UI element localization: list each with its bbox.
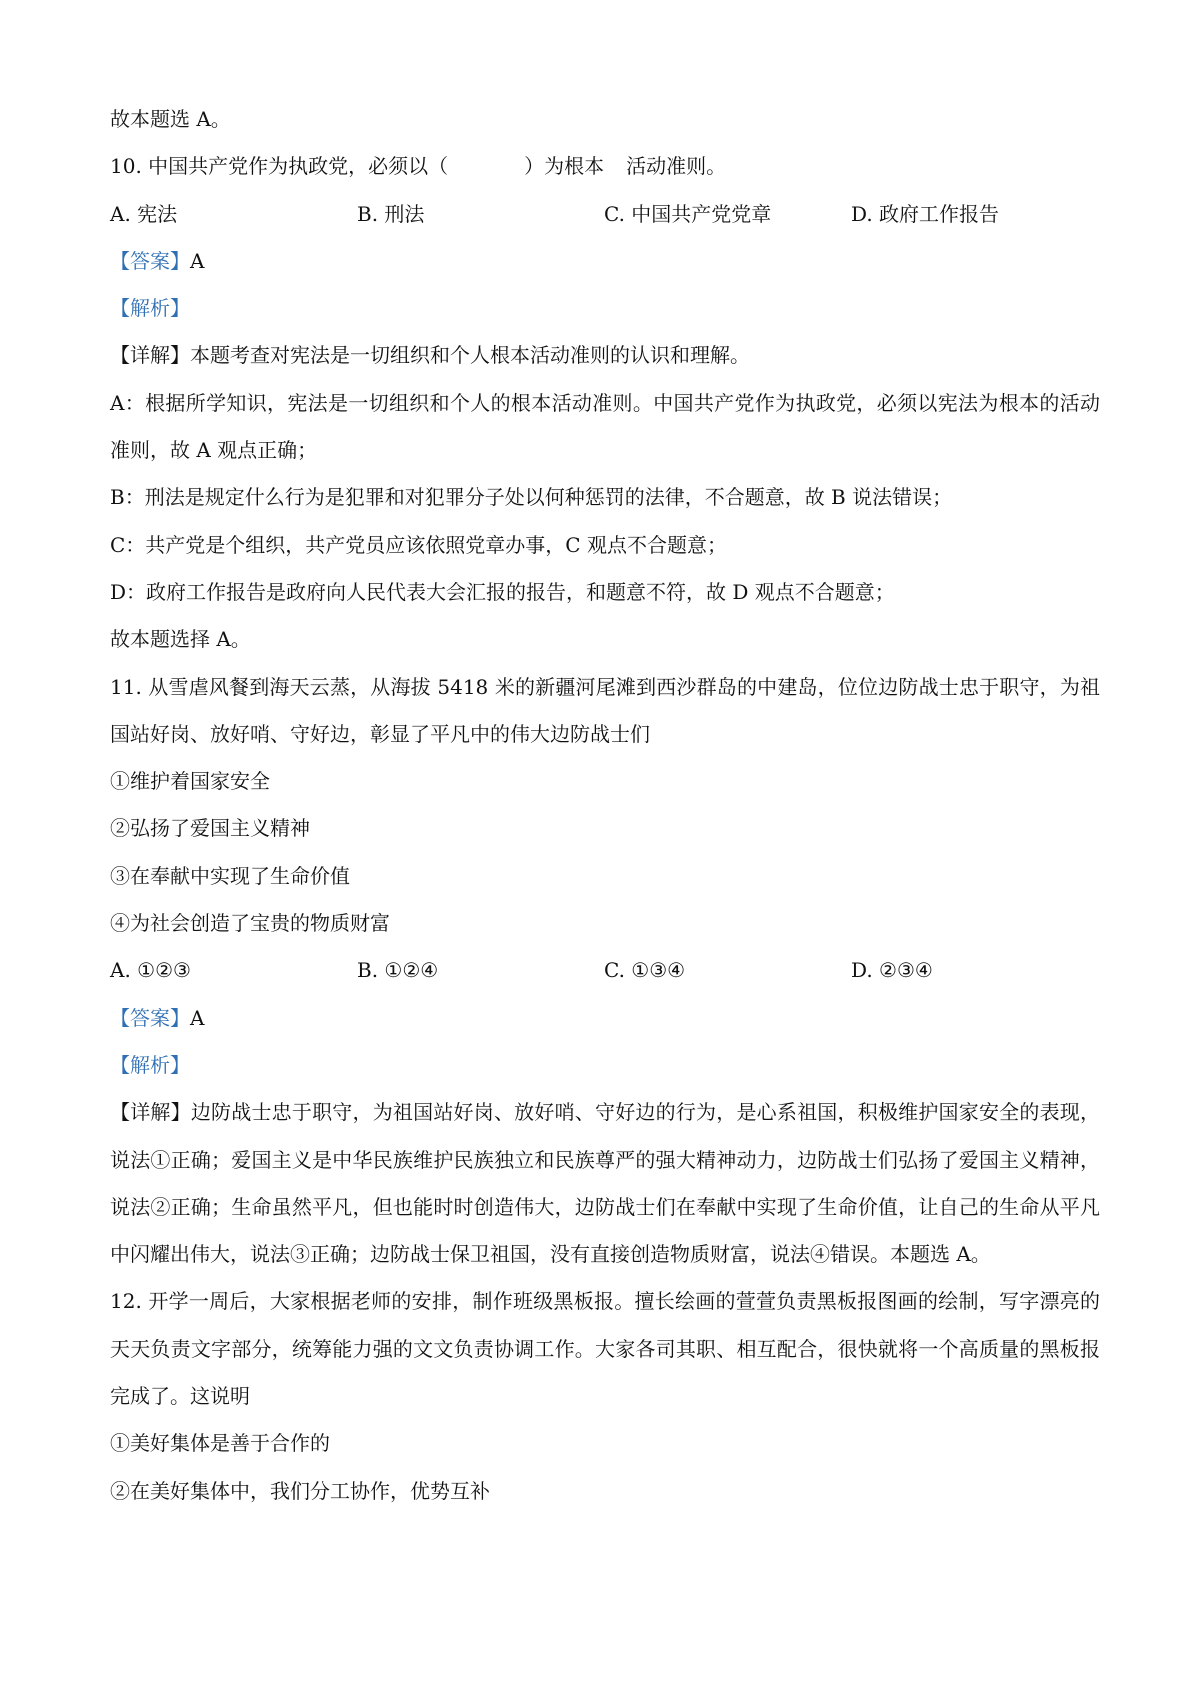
q11-statement-1: ①维护着国家安全 bbox=[110, 769, 270, 794]
page-content bbox=[110, 96, 1100, 1515]
q11-answer-value: A bbox=[190, 1005, 205, 1030]
q11-option-a: A. ①②③ bbox=[110, 958, 191, 983]
q10-stem-after: ）为根本 bbox=[524, 154, 605, 179]
q10-answer bbox=[110, 238, 1100, 285]
q11-statement-2: ②弘扬了爱国主义精神 bbox=[110, 816, 310, 841]
q11-options bbox=[110, 947, 1100, 994]
q10-stem-tail: 活动准则。 bbox=[626, 154, 727, 179]
q10-explanation-b: B：刑法是规定什么行为是犯罪和对犯罪分子处以何种惩罚的法律，不合题意，故 B 说法错误； bbox=[110, 485, 953, 510]
q10-option-a: A. 宪法 bbox=[110, 201, 178, 226]
q11-option-c: C. ①③④ bbox=[604, 958, 686, 983]
q10-explanation-d: D：政府工作报告是政府向人民代表大会汇报的报告，和题意不符，故 D 观点不合题意； bbox=[110, 579, 895, 604]
q11-detail bbox=[110, 1089, 1100, 1278]
q10-detail bbox=[110, 332, 1100, 379]
q11-detail-tag: 【详解】 bbox=[110, 1100, 191, 1125]
q11-detail-text: 边防战士忠于职守，为祖国站好岗、放好哨、守好边的行为，是心系祖国，积极维护国家安全的表现，说法①正确；爱国主义是中华民族维护民族独立和民族尊严的强大精神动力，边防战士们弘扬了爱国主义精神，说法②正确；生命虽然平凡，但也能时时创造伟大，边防战士们在奉献中实现了生命价值，让自己的生命从平凡中闪耀出伟大，说法③正确；边防战士保卫祖国，没有直接创造物质财富，说法④错误。本题选 A。 bbox=[110, 1100, 1101, 1267]
q12-statement-1: ①美好集体是善于合作的 bbox=[110, 1431, 330, 1456]
q10-detail-intro: 本题考查对宪法是一切组织和个人根本活动准则的认识和理解。 bbox=[190, 343, 750, 368]
q10-option-d: D. 政府工作报告 bbox=[851, 201, 1000, 226]
q10-answer-tag: 【答案】 bbox=[110, 248, 190, 273]
q11-answer bbox=[110, 995, 1100, 1042]
q10-option-b: B. 刑法 bbox=[357, 201, 425, 226]
q11-stem: 11. 从雪虐风餐到海天云蒸，从海拔 5418 米的新疆河尾滩到西沙群岛的中建岛，位位边防战士忠于职守，为祖国站好岗、放好哨、守好边，彰显了平凡中的伟大边防战士们 bbox=[110, 674, 1100, 746]
q10-analysis-tag: 【解析】 bbox=[110, 296, 190, 321]
q10-stem-before: 10. 中国共产党作为执政党，必须以（ bbox=[110, 154, 449, 179]
q12-stem: 12. 开学一周后，大家根据老师的安排，制作班级黑板报。擅长绘画的萱萱负责黑板报图画的绘制，写字漂亮的天天负责文字部分，统筹能力强的文文负责协调工作。大家各司其职、相互配合，很快就将一个高质量的黑板报完成了。这说明 bbox=[110, 1289, 1100, 1409]
q12-statement-2: ②在美好集体中，我们分工协作，优势互补 bbox=[110, 1478, 490, 1503]
q11-option-d: D. ②③④ bbox=[851, 958, 933, 983]
q11-answer-tag: 【答案】 bbox=[110, 1005, 190, 1030]
q10-option-c: C. 中国共产党党章 bbox=[604, 201, 772, 226]
q11-statement-3: ③在奉献中实现了生命价值 bbox=[110, 863, 350, 888]
q11-analysis bbox=[110, 1042, 1100, 1089]
q10-answer-value: A bbox=[190, 248, 205, 273]
q10-options bbox=[110, 191, 1100, 238]
previous-conclusion: 故本题选 A。 bbox=[110, 107, 231, 131]
q10-explanation-a: A：根据所学知识，宪法是一切组织和个人的根本活动准则。中国共产党作为执政党，必须以宪法为根本的活动准则，故 A 观点正确； bbox=[110, 390, 1100, 463]
q11-analysis-tag: 【解析】 bbox=[110, 1052, 190, 1077]
q11-option-b: B. ①②④ bbox=[357, 958, 439, 983]
q10-stem bbox=[110, 143, 1100, 190]
q10-analysis bbox=[110, 285, 1100, 332]
q11-statement-4: ④为社会创造了宝贵的物质财富 bbox=[110, 911, 390, 936]
q10-explanation-c: C：共产党是个组织，共产党员应该依照党章办事，C 观点不合题意； bbox=[110, 532, 727, 557]
q10-detail-tag: 【详解】 bbox=[110, 343, 190, 368]
q10-conclusion: 故本题选择 A。 bbox=[110, 627, 251, 652]
